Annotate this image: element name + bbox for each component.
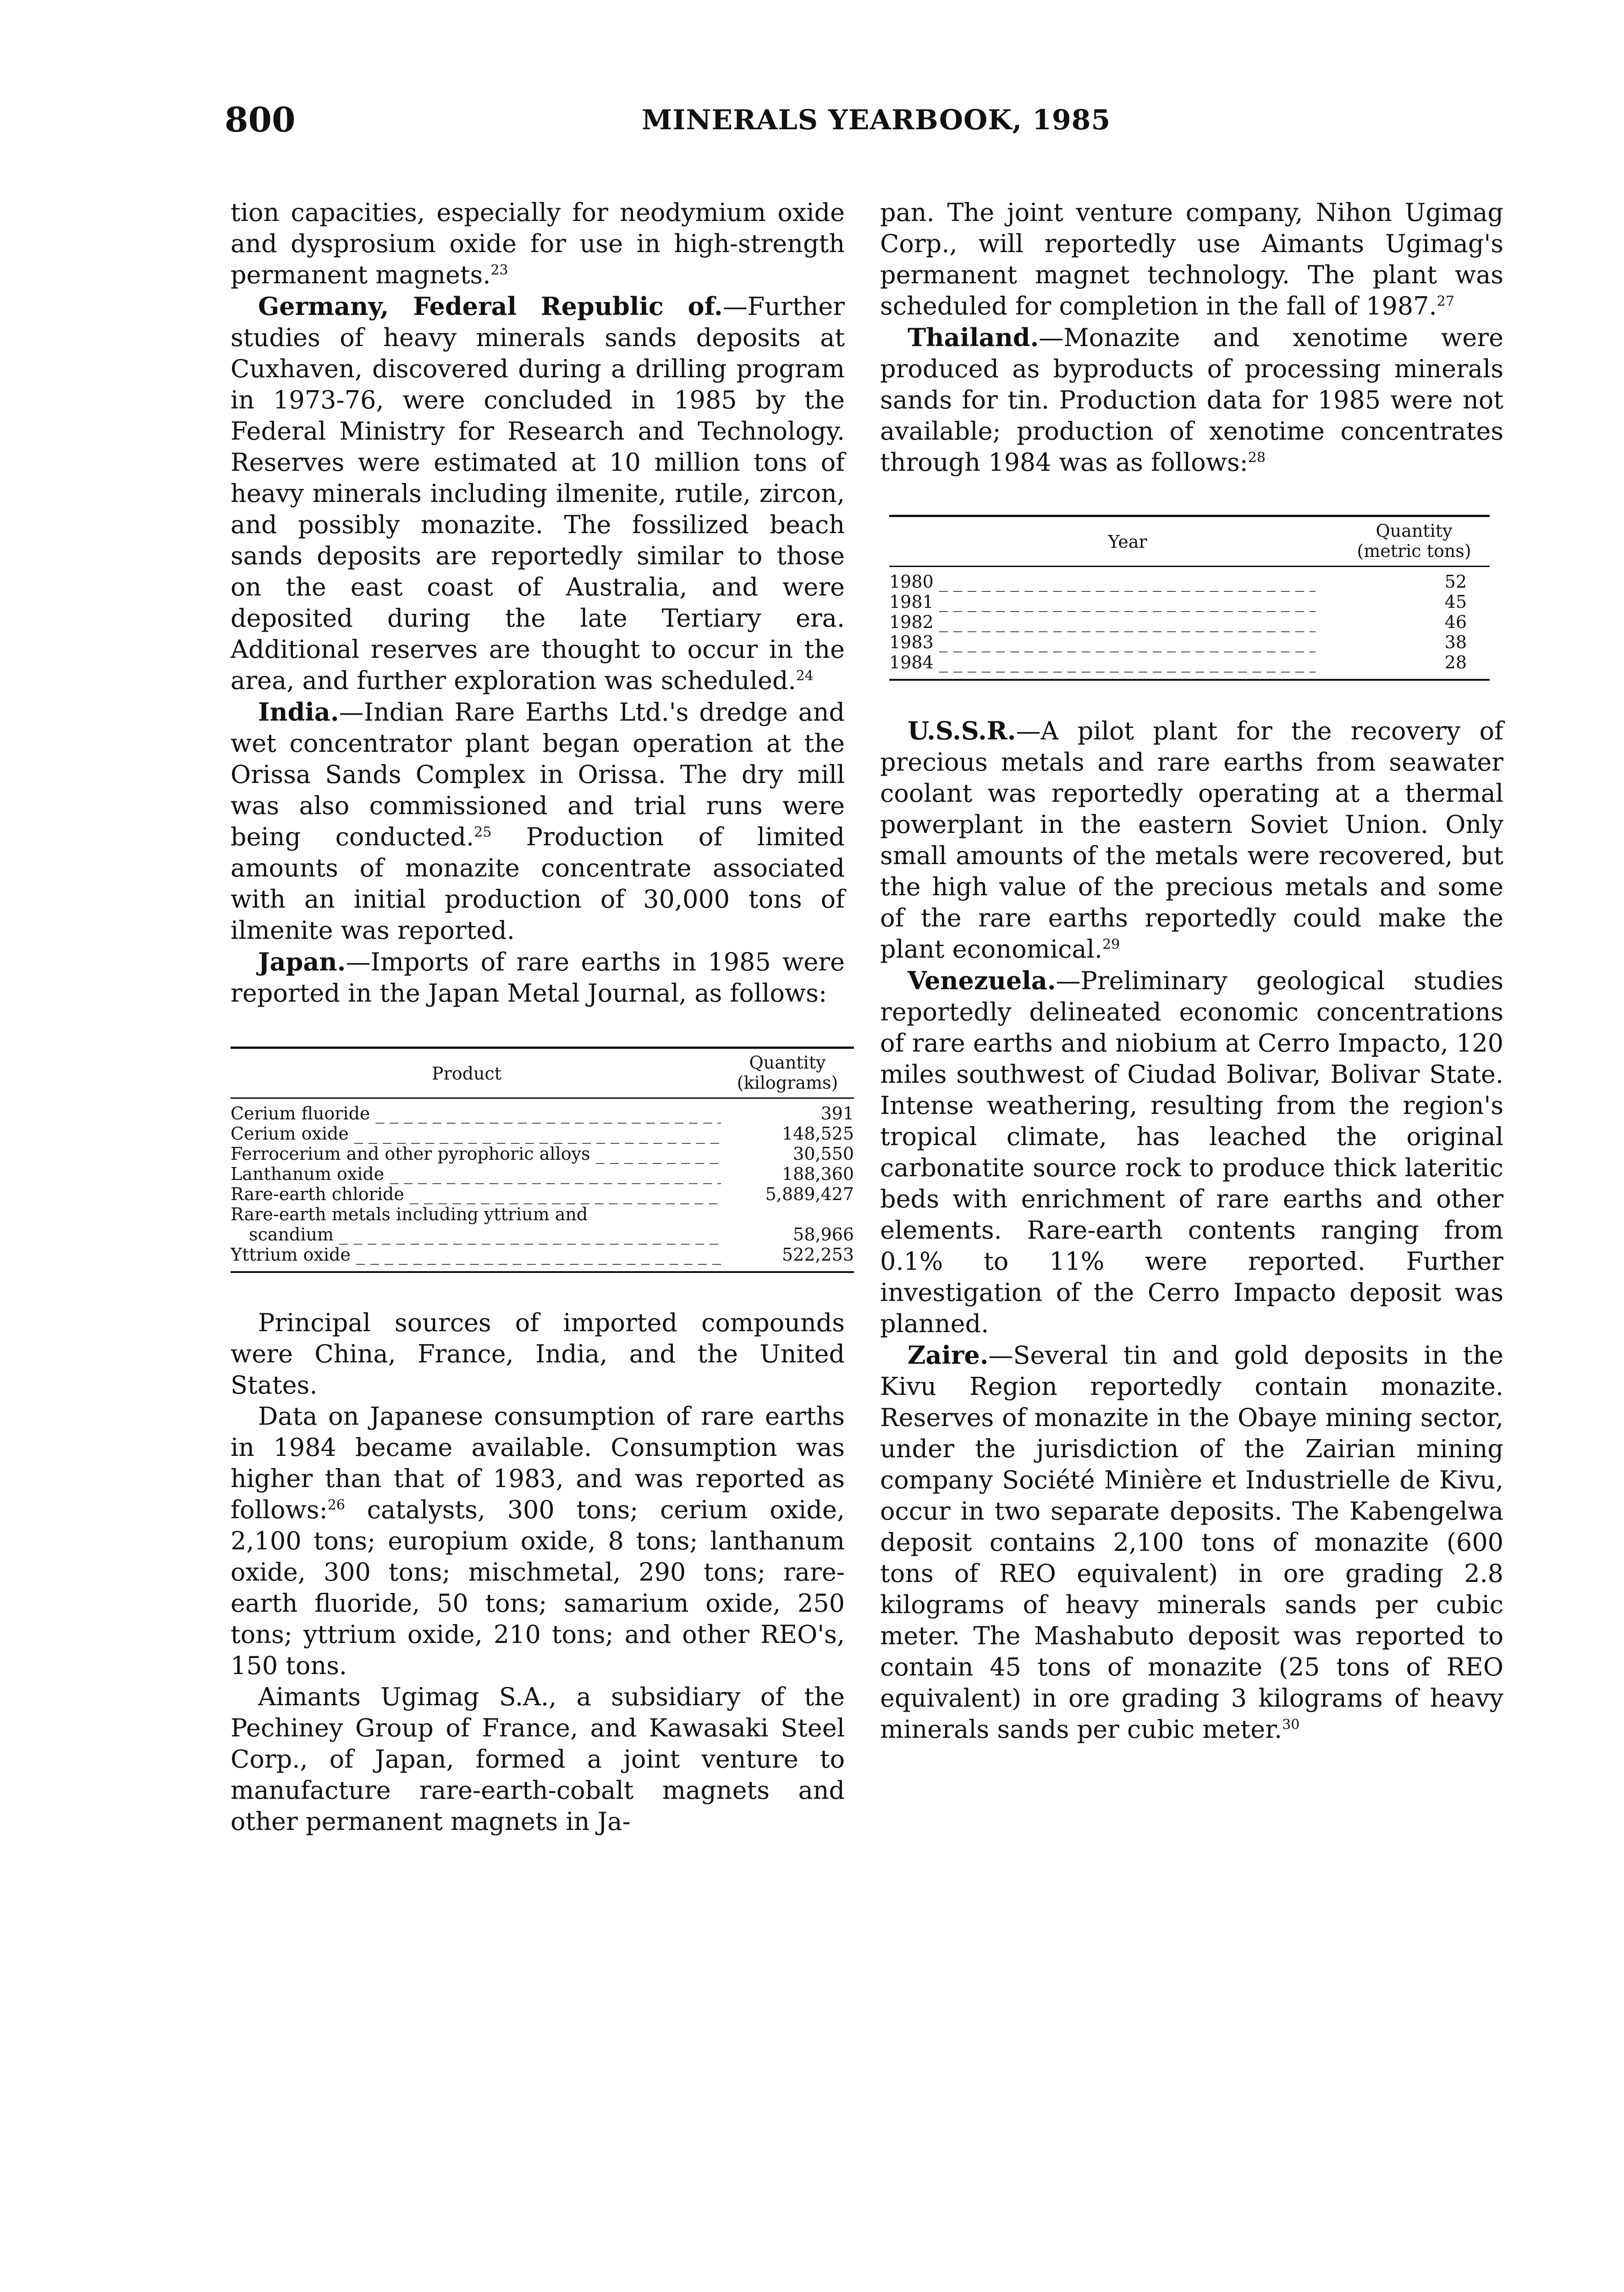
footnote-ref: 27 xyxy=(1437,293,1454,309)
paragraph-text: —Imports of rare earths in 1985 were reported in the Japan Metal Journal, as follows: xyxy=(231,948,845,1008)
column-header-quantity xyxy=(1338,521,1490,561)
paragraph-text: Production of limited amounts of monazite concentrate associated with an initial production of 30,000 tons of ilmenite was reported. xyxy=(231,822,845,945)
table-row xyxy=(231,1103,854,1124)
page-number: 800 xyxy=(225,100,296,140)
paragraph-venezuela xyxy=(880,965,1503,1339)
table-header xyxy=(889,517,1490,567)
cell-quantity: 28 xyxy=(1444,652,1467,672)
paragraph-consumption xyxy=(231,1401,845,1681)
table-row xyxy=(231,1245,854,1265)
cell-quantity: 391 xyxy=(820,1103,854,1124)
table-row xyxy=(889,612,1490,632)
cell-year: 1981 _ _ _ xyxy=(889,592,1316,612)
footnote-ref: 23 xyxy=(490,262,508,278)
section-heading-venezuela: Venezuela. xyxy=(908,966,1056,995)
table-body xyxy=(231,1099,854,1271)
cell-quantity: 46 xyxy=(1444,612,1467,632)
paragraph-text: —Monazite and xenotime were produced as byproducts of processing minerals sands for tin. Production data for 1985 were not available; production of xenotime concentrates through 1984 was as follows: xyxy=(880,323,1503,477)
table-row xyxy=(889,572,1490,592)
table-row xyxy=(231,1184,854,1204)
left-column xyxy=(231,197,854,1837)
cell-year: 1983 _ _ _ xyxy=(889,632,1316,652)
footnote-ref: 26 xyxy=(327,1497,345,1513)
column-header-line: Quantity xyxy=(749,1052,826,1073)
cell-product: Cerium fluoride _ _ _ xyxy=(231,1103,721,1124)
table-row xyxy=(231,1124,854,1144)
table-row xyxy=(231,1144,854,1164)
paragraph-japan xyxy=(231,946,845,1009)
table-row xyxy=(231,1164,854,1184)
paragraph-sources: Principal sources of imported compounds were China, France, India, and the United States. xyxy=(231,1308,845,1399)
section-heading-japan: Japan. xyxy=(258,947,346,976)
section-heading-ussr: U.S.S.R. xyxy=(908,716,1016,745)
table-body xyxy=(889,567,1490,679)
cell-product: Rare-earth chloride _ _ _ xyxy=(231,1184,721,1204)
table-row xyxy=(889,592,1490,612)
table-header xyxy=(231,1049,854,1099)
cell-year: 1984 _ _ _ xyxy=(889,652,1316,672)
cell-quantity: 5,889,427 xyxy=(765,1184,854,1204)
paragraph-intro xyxy=(231,197,845,291)
paragraph-text: —A pilot plant for the recovery of precious metals and rare earths from seawater coolant was reportedly operating at a thermal powerplant in the eastern Soviet Union. Only small amounts of the metals were recovered, but the high value of the precious metals and some of the rare earths reportedly could make the plant economical. xyxy=(880,716,1503,964)
cell-year: 1982 _ _ _ xyxy=(889,612,1316,632)
paragraph-thailand xyxy=(880,322,1503,478)
column-header-year: Year xyxy=(1108,532,1147,552)
paragraph-text: —Preliminary geological studies reportedly delineated economic concentrations of rare earths and niobium at Cerro Impacto, 120 miles southwest of Ciudad Bolivar, Bolivar State. Intense weathering, resulting from the region's tropical climate, has leached the original carbonatite source rock to produce thick lateritic beds with enrichment of rare earths and other elements. Rare-earth contents ranging from 0.1% to 11% were reported. Further investigation of the Cerro Impacto deposit was planned. xyxy=(880,966,1503,1338)
right-column xyxy=(880,197,1503,1745)
paragraph-germany xyxy=(231,291,845,696)
column-header-product: Product xyxy=(432,1063,501,1084)
cell-product: Lanthanum oxide _ _ _ xyxy=(231,1164,721,1184)
paragraph-aimants: Aimants Ugimag S.A., a subsidiary of the Pechiney Group of France, and Kawasaki Steel Corp., of Japan, formed a joint venture to manufacture rare-earth-cobalt magnets and other permanent magnets in Ja- xyxy=(231,1682,845,1836)
xenotime-table xyxy=(889,515,1490,681)
footnote-ref: 29 xyxy=(1102,937,1120,953)
paragraph-ussr xyxy=(880,715,1503,965)
paragraph-pan xyxy=(880,197,1503,322)
cell-quantity: 58,966 xyxy=(793,1224,854,1245)
table-row xyxy=(231,1224,854,1245)
cell-quantity: 45 xyxy=(1444,592,1467,612)
cell-quantity: 38 xyxy=(1444,632,1467,652)
cell-product: Cerium oxide _ _ _ xyxy=(231,1124,721,1144)
cell-product: Ferrocerium and other pyrophoric alloys _ _ _ xyxy=(231,1144,721,1164)
section-heading-germany: Germany, Federal Republic of. xyxy=(258,292,723,321)
cell-quantity: 30,550 xyxy=(793,1144,854,1164)
column-header-line: Quantity xyxy=(1376,521,1453,541)
section-heading-zaire: Zaire. xyxy=(908,1340,989,1370)
paragraph-text: catalysts, 300 tons; cerium oxide, 2,100 tons; europium oxide, 8 tons; lanthanum oxide, 300 tons; mischmetal, 290 tons; rare-earth fluoride, 50 tons; samarium oxide, 250 tons; yttrium oxide, 210 tons; and other REO's, 150 tons. xyxy=(231,1495,845,1680)
paragraph-text: tion capacities, especially for neodymium oxide and dysprosium oxide for use in high-strength permanent magnets. xyxy=(231,198,845,289)
column-header-quantity xyxy=(703,1052,854,1093)
cell-product: Yttrium oxide _ _ _ xyxy=(231,1245,721,1265)
paragraph-text: —Further studies of heavy minerals sands deposits at Cuxhaven, discovered during a drilling program in 1973-76, were concluded in 1985 by the Federal Ministry for Research and Technology. Reserves were estimated at 10 million tons of heavy minerals including ilmenite, rutile, zircon, and possibly monazite. The fossilized beach sands deposits are reportedly similar to those on the east coast of Australia, and were deposited during the late Tertiary era. Additional reserves are thought to occur in the area, and further exploration was scheduled. xyxy=(231,292,845,695)
footnote-ref: 28 xyxy=(1248,450,1266,466)
footnote-ref: 30 xyxy=(1282,1717,1300,1733)
imports-table xyxy=(231,1047,854,1273)
cell-quantity: 52 xyxy=(1444,572,1467,592)
paragraph-text: —Several tin and gold deposits in the Kivu Region reportedly contain monazite. Reserves of monazite in the Obaye mining sector, under the jurisdiction of the Zairian mining company Société Minière et Industrielle de Kivu, occur in two separate deposits. The Kabengelwa deposit contains 2,100 tons of monazite (600 tons of REO equivalent) in ore grading 2.8 kilograms of heavy minerals sands per cubic meter. The Mashabuto deposit was reported to contain 45 tons of monazite (25 tons of REO equivalent) in ore grading 3 kilograms of heavy minerals sands per cubic meter. xyxy=(880,1341,1503,1744)
paragraph-text: Data on Japanese consumption of rare earths in 1984 became available. Consumption was higher than that of 1983, and was reported as follows: xyxy=(231,1402,845,1524)
cell-product: Rare-earth metals including yttrium and xyxy=(231,1204,588,1224)
table-row xyxy=(889,632,1490,652)
running-title: MINERALS YEARBOOK, 1985 xyxy=(642,104,1111,136)
paragraph-india xyxy=(231,696,845,946)
paragraph-text: pan. The joint venture company, Nihon Ugimag Corp., will reportedly use Aimants Ugimag's permanent magnet technology. The plant was scheduled for completion in the fall of 1987. xyxy=(880,198,1503,320)
paragraph-text: —Indian Rare Earths Ltd.'s dredge and wet concentrator plant began operation at the Orissa Sands Complex in Orissa. The dry mill was also commissioned and trial runs were being conducted. xyxy=(231,698,845,851)
cell-quantity: 148,525 xyxy=(782,1124,854,1144)
paragraph-zaire xyxy=(880,1339,1503,1745)
cell-quantity: 522,253 xyxy=(782,1245,854,1265)
section-heading-india: India. xyxy=(258,697,339,727)
section-heading-thailand: Thailand. xyxy=(908,323,1039,352)
cell-product: scandium _ _ _ xyxy=(231,1224,721,1245)
column-header-line: (kilograms) xyxy=(737,1073,838,1093)
cell-year: 1980 _ _ _ xyxy=(889,572,1316,592)
table-row xyxy=(889,652,1490,672)
footnote-ref: 24 xyxy=(796,668,814,684)
table-row xyxy=(231,1204,854,1224)
footnote-ref: 25 xyxy=(474,824,492,840)
column-header-line: (metric tons) xyxy=(1357,541,1471,561)
cell-quantity: 188,360 xyxy=(782,1164,854,1184)
